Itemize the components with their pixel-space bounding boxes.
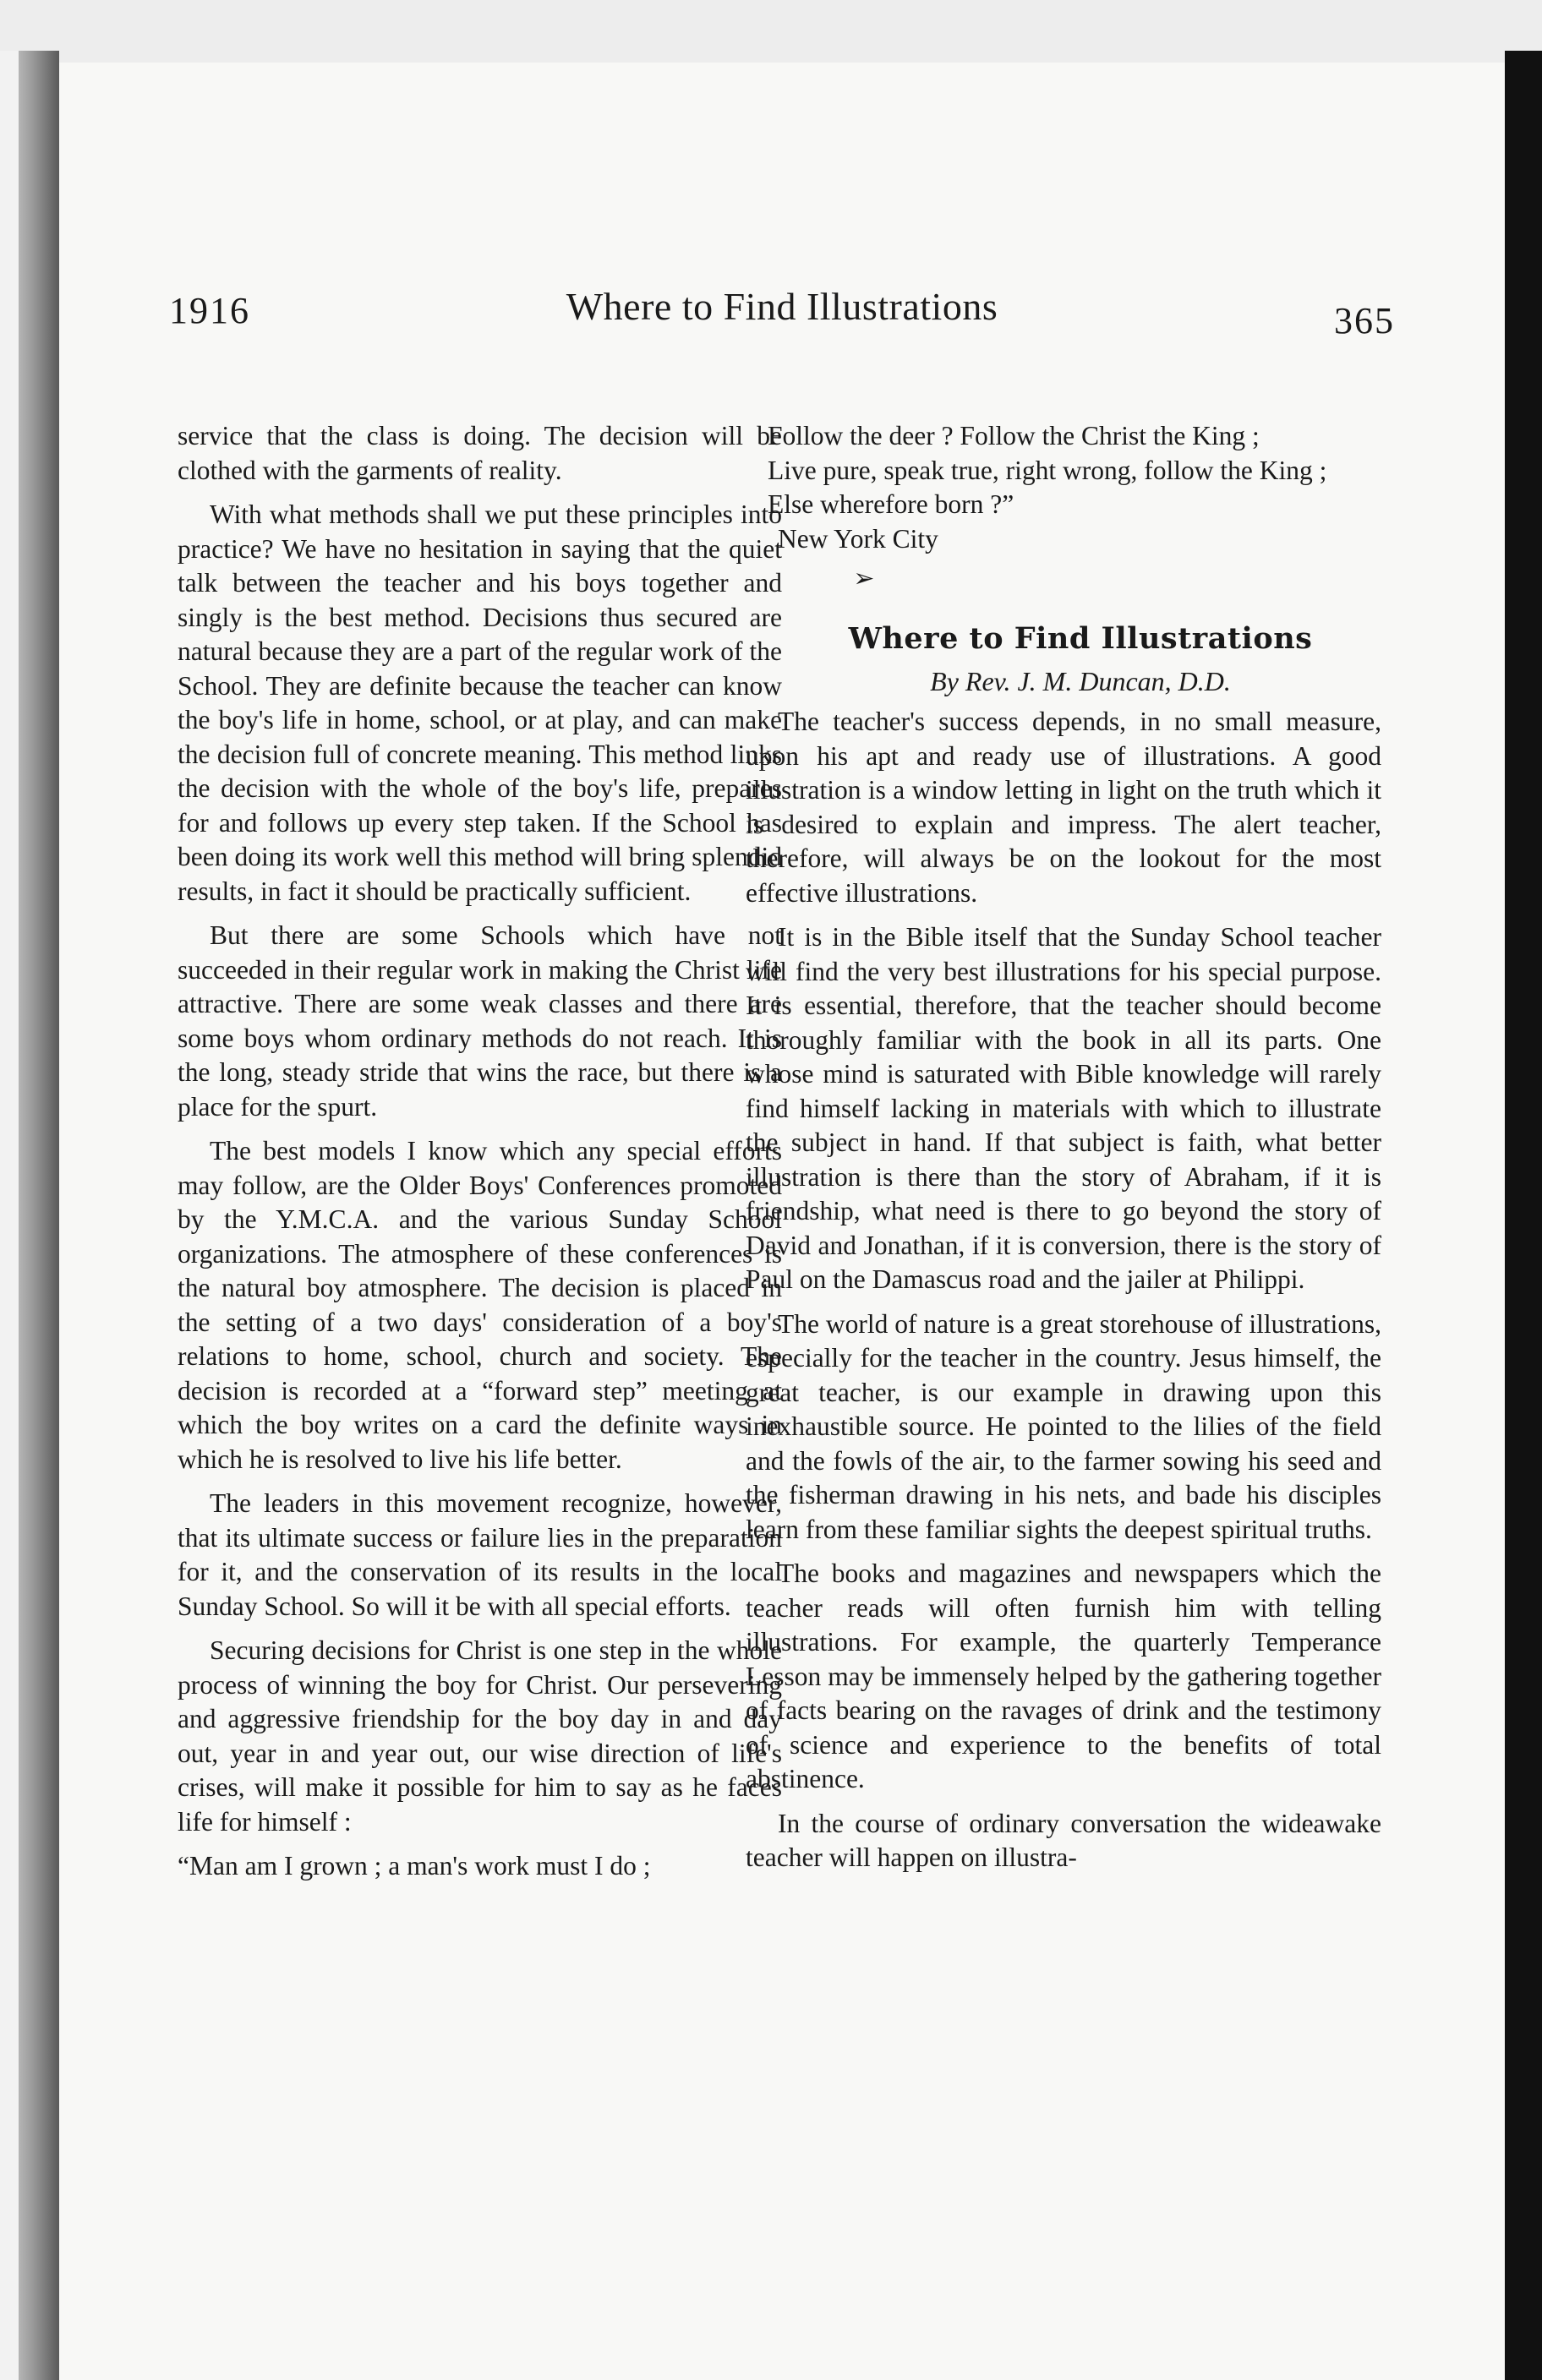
scan-background-right — [1505, 51, 1542, 2380]
right-verse — [746, 419, 1381, 522]
article-title: Where to Find Illustrations — [848, 621, 1313, 656]
header-page-number: 365 — [1334, 300, 1395, 341]
right-paragraph-3: The world of nature is a great storehouse of illustrations, especially for the teacher in the country. Jesus himself, the great teacher, is our example in drawing upon this inexhaustible source. He pointed to the lilies of the field and the fowls of the air, to the farmer sowing his seed and the fisherman drawing in his nets, and bade his disciples learn from these familiar sights the deepest spiritual truths. — [746, 1308, 1381, 1544]
article-byline: By Rev. J. M. Duncan, D.D. — [930, 666, 1231, 696]
running-header — [169, 284, 1395, 343]
right-paragraph-4: The books and magazines and newspapers which the teacher reads will often furnish him with telling illustrations. For example, the quarterly Temperance Lesson may be immensely helped by the gathering together of facts bearing on the ravages of drink and the testimony of science and experience to the benefits of total abstinence. — [746, 1558, 1381, 1793]
left-paragraph-3: But there are some Schools which have not succeeded in their regular work in making the Christ life attractive. There are some weak classes and there are some boys whom ordinary methods do not reach. It is the long, steady stride that wins the race, but there is a place for the spurt. — [178, 920, 782, 1122]
section-divider-ornament: ➢ — [853, 565, 875, 592]
right-verse-line-2: Live pure, speak true, right wrong, follow the King ; — [768, 455, 1327, 485]
left-verse — [178, 1849, 782, 1884]
header-running-title: Where to Find Illustrations — [566, 285, 998, 328]
left-paragraph-5: The leaders in this movement recognize, however, that its ultimate success or failure lies in the preparation for it, and the conservation of its results in the local Sunday School. So will it be with all special efforts. — [178, 1488, 782, 1621]
scan-background-top — [0, 0, 1542, 68]
right-paragraph-2: It is in the Bible itself that the Sunday School teacher will find the very best illustrations for his special purpose. It is essential, therefore, that the teacher should become thoroughly familiar with the book in all its parts. One whose mind is saturated with Bible knowledge will rarely find himself lacking in materials with which to illustrate the subject in hand. If that subject is faith, what better illustration is there than the story of Abraham, if it is friendship, what need is there to go beyond the story of David and Jonathan, if it is conversion, there is the story of Paul on the Damascus road and the jailer at Philippi. — [746, 922, 1381, 1294]
left-paragraph-4: The best models I know which any special efforts may follow, are the Older Boys' Conferences promoted by the Y.M.C.A. and the various Sunday School organizations. The atmosphere of these conferences is the natural boy atmosphere. The decision is placed in the setting of a two days' consideration of a boy's relations to home, school, church and society. The decision is recorded at a “forward step” meeting at which the boy writes on a card the definite ways in which he is resolved to live his life better. — [178, 1136, 782, 1474]
header-year: 1916 — [169, 290, 250, 331]
page-content — [59, 63, 1505, 2380]
left-paragraph-1: service that the class is doing. The decision will be clothed with the garments of reality. — [178, 421, 782, 485]
book-page — [59, 63, 1505, 2380]
signoff-location: New York City — [778, 523, 938, 554]
left-paragraph-6: Securing decisions for Christ is one step in the whole process of winning the boy for Christ. Our persevering and aggressive friendship for the boy day in and day out, year in and year out, our wise direction of life's crises, will make it possible for him to say as he faces life for himself : — [178, 1635, 782, 1837]
left-column — [178, 419, 782, 1884]
right-verse-line-3: Else wherefore born ?” — [768, 489, 1014, 519]
right-column — [746, 419, 1381, 1886]
left-verse-line-1: “Man am I grown ; a man's work must I do ; — [178, 1851, 651, 1881]
scan-left-edge — [0, 51, 19, 2380]
right-paragraph-1: The teacher's success depends, in no small measure, upon his apt and ready use of illustrations. A good illustration is a window letting in light on the truth which it is desired to explain and impress. The alert teacher, therefore, will always be on the lookout for the most effective illustrations. — [746, 707, 1381, 908]
left-paragraph-2: With what methods shall we put these principles into practice? We have no hesitation in saying that the quiet talk between the teacher and his boys together and singly is the best method. Decisions thus secured are natural because they are a part of the regular work of the School. They are definite because the teacher can know the boy's life in home, school, or at play, and can make the decision full of concrete meaning. This method links the decision with the whole of the boy's life, prepares for and follows up every step taken. If the School has been doing its work well this method will bring splendid results, in fact it should be practically sufficient. — [178, 499, 782, 906]
right-verse-line-1: Follow the deer ? Follow the Christ the King ; — [768, 421, 1260, 450]
right-paragraph-5: In the course of ordinary conversation the wideawake teacher will happen on illustra- — [746, 1808, 1381, 1872]
